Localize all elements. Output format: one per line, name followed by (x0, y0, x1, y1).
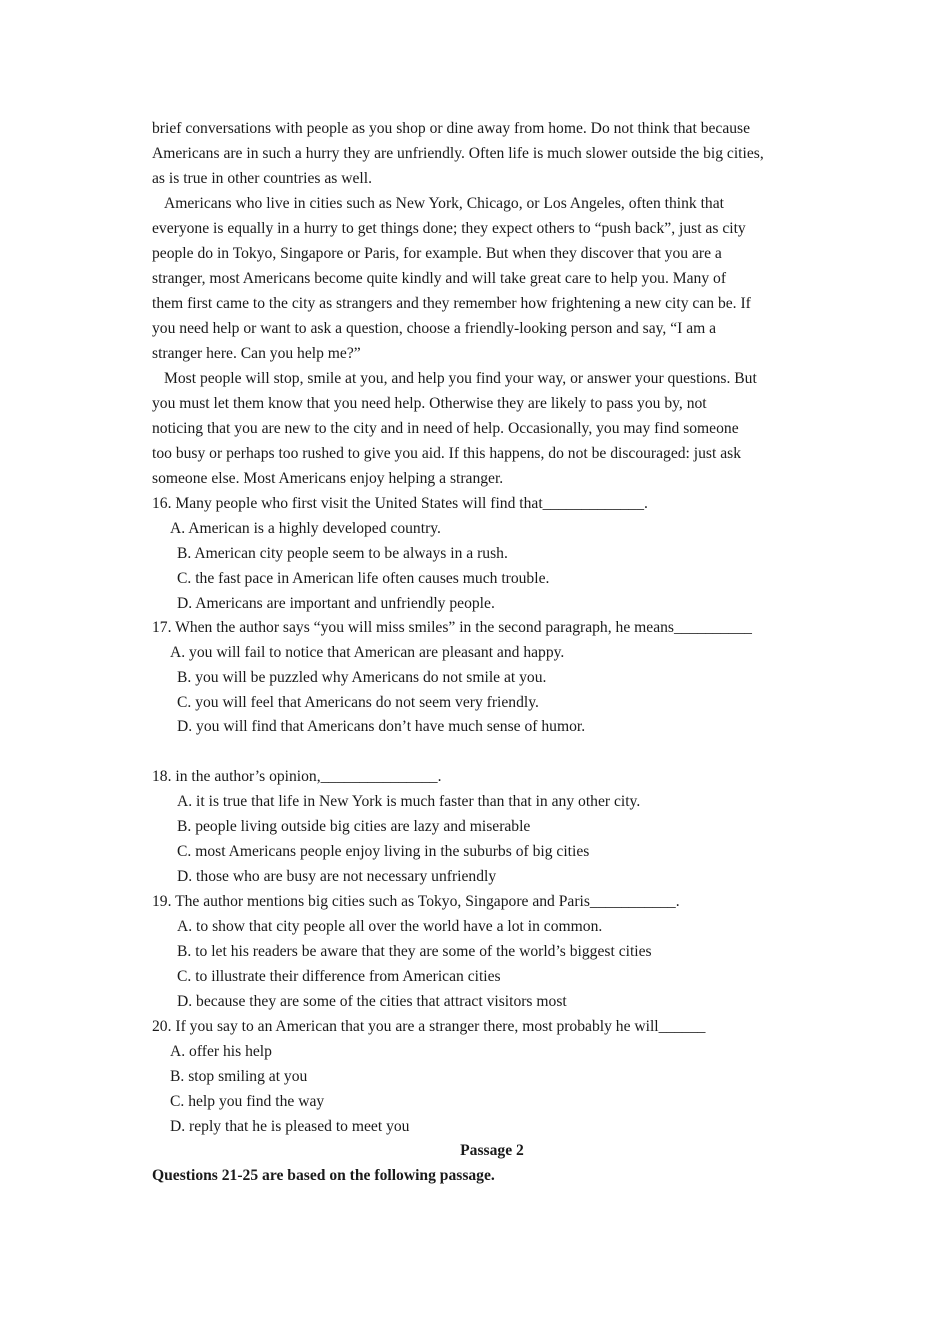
passage-line: someone else. Most Americans enjoy helping a stranger. (152, 470, 504, 487)
option-19a: A. to show that city people all over the world have a lot in common. (177, 918, 603, 935)
option-19c: C. to illustrate their difference from American cities (177, 968, 501, 985)
option-18a: A. it is true that life in New York is much faster than that in any other city. (177, 793, 641, 810)
passage-line: brief conversations with people as you shop or dine away from home. Do not think that because (152, 120, 751, 137)
passage-line: Most people will stop, smile at you, and help you find your way, or answer your questions. But (164, 370, 757, 387)
passage-line: you need help or want to ask a question, choose a friendly-looking person and say, “I am a (152, 320, 717, 337)
option-16b: B. American city people seem to be always in a rush. (177, 545, 508, 562)
passage-line: everyone is equally in a hurry to get things done; they expect others to “push back”, just as city (152, 220, 746, 237)
option-17b: B. you will be puzzled why Americans do not smile at you. (177, 669, 547, 686)
passage-line: you must let them know that you need help. Otherwise they are likely to pass you by, not (152, 395, 707, 412)
passage-line: people do in Tokyo, Singapore or Paris, for example. But when they discover that you are a (152, 245, 722, 262)
option-20b: B. stop smiling at you (170, 1068, 308, 1085)
option-17a: A. you will fail to notice that American are pleasant and happy. (170, 644, 565, 661)
option-16c: C. the fast pace in American life often causes much trouble. (177, 570, 550, 587)
option-16d: D. Americans are important and unfriendly people. (177, 595, 495, 612)
option-16a: A. American is a highly developed country. (170, 520, 441, 537)
option-20c: C. help you find the way (170, 1093, 325, 1110)
passage-line: stranger, most Americans become quite kindly and will take great care to help you. Many of (152, 270, 727, 287)
passage-line: Americans are in such a hurry they are unfriendly. Often life is much slower outside the big cities, (152, 145, 764, 162)
passage-line: noticing that you are new to the city and in need of help. Occasionally, you may find someone (152, 420, 739, 437)
passage-line: them first came to the city as strangers and they remember how frightening a new city can be. If (152, 295, 751, 312)
option-19d: D. because they are some of the cities that attract visitors most (177, 993, 567, 1010)
option-18d: D. those who are busy are not necessary unfriendly (177, 868, 497, 885)
passage2-title: Passage 2 (460, 1142, 524, 1159)
passage-line: as is true in other countries as well. (152, 170, 372, 187)
option-20d: D. reply that he is pleased to meet you (170, 1118, 410, 1135)
option-18c: C. most Americans people enjoy living in the suburbs of big cities (177, 843, 590, 860)
option-20a: A. offer his help (170, 1043, 272, 1060)
option-18b: B. people living outside big cities are lazy and miserable (177, 818, 531, 835)
passage-line: stranger here. Can you help me?” (152, 345, 361, 362)
question-stem-16: 16. Many people who first visit the United States will find that_____________. (152, 495, 648, 512)
question-stem-20: 20. If you say to an American that you are a stranger there, most probably he will______ (152, 1018, 706, 1035)
question-stem-18: 18. in the author’s opinion,_______________. (152, 768, 442, 785)
passage-line: Americans who live in cities such as New York, Chicago, or Los Angeles, often think that (164, 195, 724, 212)
option-19b: B. to let his readers be aware that they are some of the world’s biggest cities (177, 943, 652, 960)
passage-line: too busy or perhaps too rushed to give you aid. If this happens, do not be discouraged: just ask (152, 445, 741, 462)
option-17d: D. you will find that Americans don’t have much sense of humor. (177, 718, 586, 735)
question-stem-17: 17. When the author says “you will miss smiles” in the second paragraph, he means__________ (152, 619, 752, 636)
passage2-instruction: Questions 21-25 are based on the following passage. (152, 1167, 495, 1184)
question-stem-19: 19. The author mentions big cities such as Tokyo, Singapore and Paris___________. (152, 893, 680, 910)
option-17c: C. you will feel that Americans do not seem very friendly. (177, 694, 539, 711)
